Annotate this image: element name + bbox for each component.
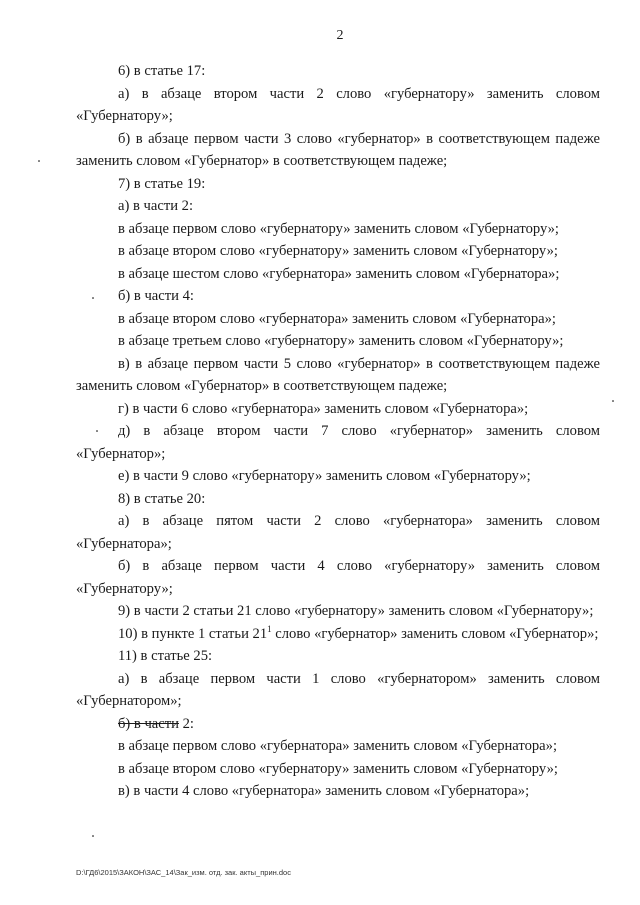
- page-number: 2: [336, 28, 344, 43]
- paragraph: 8) в статье 20:: [118, 490, 206, 507]
- paragraph: 7) в статье 19:: [118, 175, 206, 192]
- paragraph: 6) в статье 17:: [118, 63, 206, 79]
- paragraph: в абзаце втором слово «губернатору» заменить словом «Губернатору»;: [118, 243, 558, 259]
- paragraph: г) в части 6 слово «губернатора» заменить словом «Губернатора»;: [118, 400, 529, 417]
- paragraph-text: 10) в пункте 1 статьи 21: [118, 625, 268, 642]
- paragraph: в абзаце втором слово «губернатору» заменить словом «Губернатору»;: [118, 760, 558, 777]
- document-body: [76, 60, 600, 803]
- paragraph: [76, 623, 600, 646]
- scan-speck: [92, 835, 94, 837]
- scan-speck: [38, 160, 40, 162]
- paragraph: в абзаце первом слово «губернатору» заменить словом «Губернатору»;: [118, 220, 559, 237]
- scan-speck: [92, 297, 94, 299]
- paragraph: [76, 713, 600, 736]
- file-path-footer: D:\ГД6\2015\ЗАКОН\ЗАС_14\Зак_изм. отд. зак. акты_прин.doc: [76, 868, 291, 877]
- scan-speck: [96, 430, 98, 432]
- paragraph-text: слово «губернатор» заменить словом «Губернатор»;: [271, 625, 599, 642]
- paragraph: а) в абзаце втором части 2 слово «губернатору» заменить словом «Губернатору»;: [76, 85, 600, 124]
- paragraph: б) в абзаце первом части 4 слово «губернатору» заменить словом «Губернатору»;: [76, 558, 600, 597]
- paragraph: 11) в статье 25:: [118, 648, 213, 664]
- paragraph: 9) в части 2 статьи 21 слово «губернатору» заменить словом «Губернатору»;: [118, 603, 594, 619]
- paragraph: а) в части 2:: [118, 198, 194, 214]
- paragraph: а) в абзаце пятом части 2 слово «губернатора» заменить словом «Губернатора»;: [76, 513, 600, 552]
- struck-text: б) в части: [118, 715, 179, 732]
- paragraph: б) в части 4:: [118, 288, 194, 304]
- paragraph: е) в части 9 слово «губернатору» заменить словом «Губернатору»;: [118, 468, 531, 484]
- paragraph-text: 2:: [178, 715, 194, 732]
- paragraph: в абзаце третьем слово «губернатору» заменить словом «Губернатору»;: [118, 333, 564, 349]
- paragraph: в) в абзаце первом части 5 слово «губернатор» в соответствующем падеже заменить словом «Губернатор» в соответствующем падеже;: [76, 355, 600, 394]
- paragraph: а) в абзаце первом части 1 слово «губернатором» заменить словом «Губернатором»;: [76, 670, 600, 709]
- paragraph: в абзаце шестом слово «губернатора» заменить словом «Губернатора»;: [118, 265, 560, 282]
- paragraph: в) в части 4 слово «губернатора» заменить словом «Губернатора»;: [118, 783, 530, 799]
- paragraph: б) в абзаце первом части 3 слово «губернатор» в соответствующем падеже заменить словом «Губернатор» в соответствующем падеже;: [76, 130, 600, 169]
- paragraph: в абзаце первом слово «губернатора» заменить словом «Губернатора»;: [118, 738, 558, 754]
- paragraph: в абзаце втором слово «губернатора» заменить словом «Губернатора»;: [118, 310, 556, 327]
- superscript: 1: [267, 623, 272, 634]
- scan-speck: [612, 400, 614, 402]
- paragraph: д) в абзаце втором части 7 слово «губернатор» заменить словом «Губернатор»;: [76, 423, 600, 462]
